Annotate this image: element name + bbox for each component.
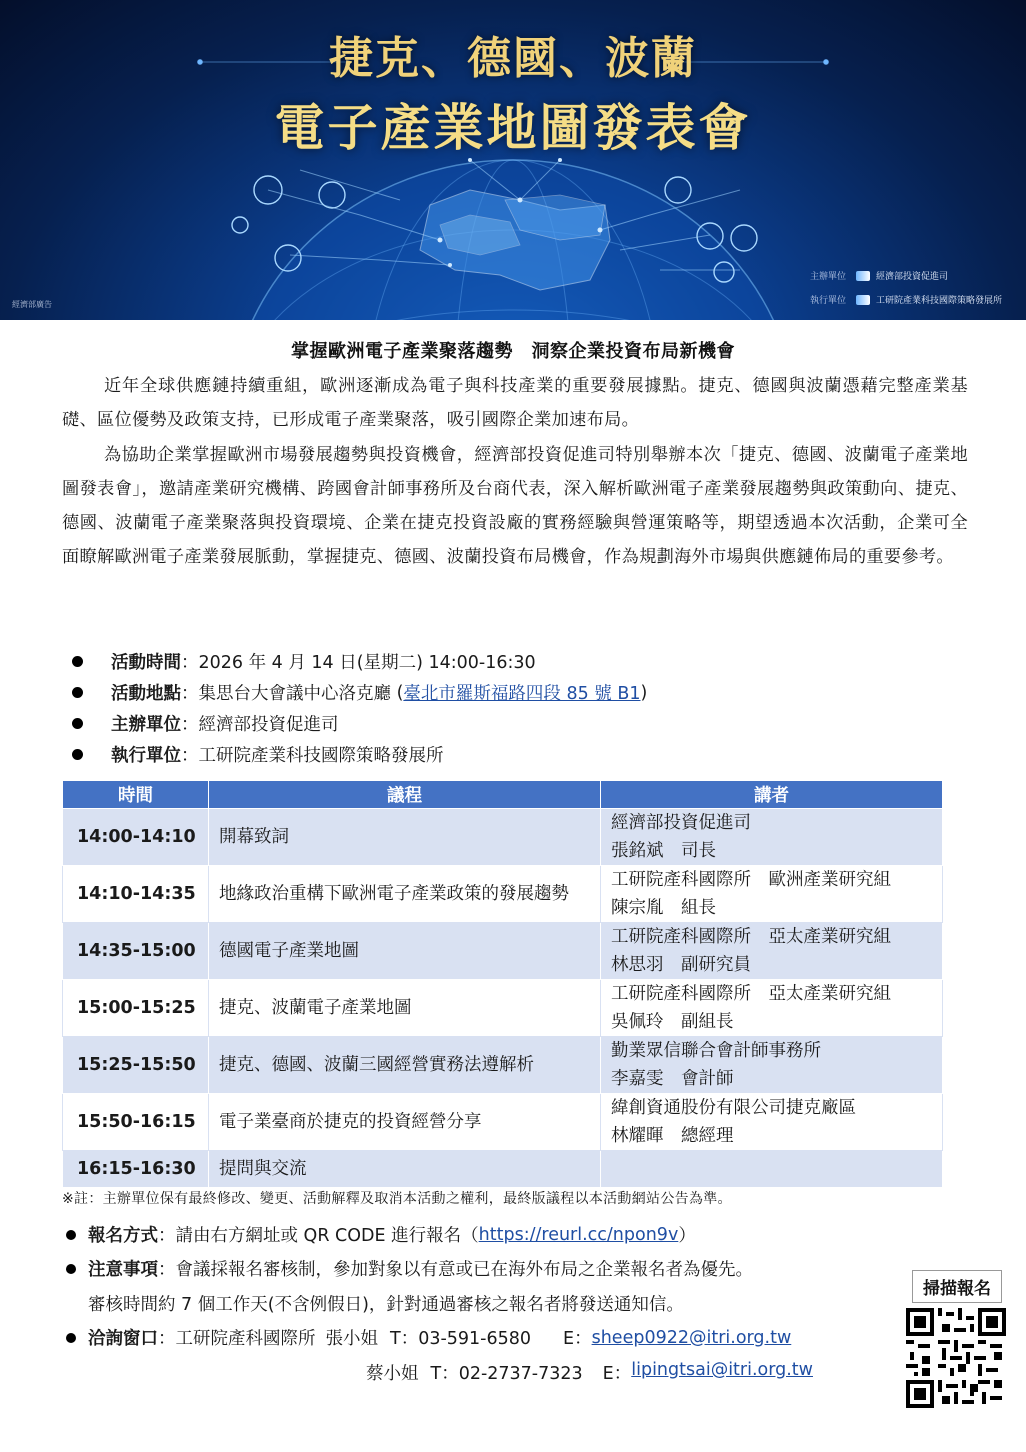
row-speaker: 工研院產科國際所 歐洲產業研究組 陳宗胤 組長 <box>601 866 943 923</box>
registration-info: 報名方式 ：請由右方網址或 QR CODE 進行報名（ https://reurl.cc/npon9v ） <box>62 1222 696 1247</box>
table-row <box>63 866 943 923</box>
row-topic: 地緣政治重構下歐洲電子產業政策的發展趨勢 <box>209 866 601 923</box>
organizer-row <box>810 269 1012 282</box>
bullet-icon <box>72 749 83 760</box>
notice-line-2: 審核時間約 7 個工作天(不含例假日)，針對通過審核之報名者將發送通知信。 <box>88 1295 684 1315</box>
row-speaker: 工研院產科國際所 亞太產業研究組 吳佩玲 副組長 <box>601 980 943 1037</box>
bullet-icon <box>72 656 83 667</box>
contact-email-1[interactable]: sheep0922@itri.org.tw <box>591 1327 792 1348</box>
organizer-name: 經濟部投資促進司 <box>876 272 949 282</box>
venue-address-link[interactable]: 臺北市羅斯福路四段 85 號 B1 <box>403 684 641 704</box>
notice-info: 注意事項 ：會議採報名審核制，參加對象以有意或已在海外布局之企業報名者為優先。 <box>62 1256 753 1281</box>
intro-paragraph-2: 為協助企業掌握歐洲市場發展趨勢與投資機會，經濟部投資促進司特別舉辦本次「捷克、德國、波蘭電子產業地圖發表會」，邀請產業研究機構、跨國會計師事務所及台商代表，深入解析歐洲電子產業發展趨勢與政策動向、捷克、德國、波蘭電子產業聚落與投資環境、企業在捷克投資設廠的實務經驗與營運策略等，期望透過本次活動，企業可全面瞭解歐洲電子產業發展脈動，掌握捷克、德國、波蘭投資布局機會，作為規劃海外市場與供應鏈佈局的重要參考。 <box>62 445 968 567</box>
registration-link[interactable]: https://reurl.cc/npon9v <box>478 1224 679 1245</box>
agenda-header-row <box>63 781 943 809</box>
bullet-icon <box>66 1264 76 1274</box>
executor-row <box>810 293 1012 306</box>
table-row <box>63 1037 943 1094</box>
bullet-icon <box>72 687 83 698</box>
row-speaker: 工研院產科國際所 亞太產業研究組 林思羽 副研究員 <box>601 923 943 980</box>
detail-venue: 活動地點 ：集思台大會議中心洛克廳 ( 臺北市羅斯福路四段 85 號 B1 ) <box>70 677 970 708</box>
agenda-table <box>62 780 943 1188</box>
detail-host: 主辦單位 ：經濟部投資促進司 <box>70 708 970 739</box>
bullet-icon <box>66 1230 76 1240</box>
row-time: 15:25-15:50 <box>63 1037 209 1094</box>
moea-logo-icon <box>856 271 870 281</box>
row-topic: 電子業臺商於捷克的投資經營分享 <box>209 1094 601 1151</box>
ad-note: 經濟部廣告 <box>12 300 52 309</box>
registration-qr-code[interactable] <box>906 1308 1006 1408</box>
table-row <box>63 923 943 980</box>
row-topic: 開幕致詞 <box>209 809 601 866</box>
qr-label: 掃描報名 <box>912 1270 1002 1303</box>
row-topic: 提問與交流 <box>209 1151 601 1188</box>
event-details <box>70 646 970 770</box>
row-speaker: 勤業眾信聯合會計師事務所 李嘉雯 會計師 <box>601 1037 943 1094</box>
banner-title-event: 電子產業地圖發表會 <box>274 99 752 157</box>
organizer-role: 主辦單位 <box>810 272 847 282</box>
header-speaker: 講者 <box>601 781 943 809</box>
intro-paragraph-1: 近年全球供應鏈持續重組，歐洲逐漸成為電子與科技產業的重要發展據點。捷克、德國與波蘭憑藉完整產業基礎、區位優勢及政策支持，已形成電子產業聚落，吸引國際企業加速布局。 <box>62 376 968 430</box>
executor-name: 工研院產業科技國際策略發展所 <box>876 296 1003 306</box>
header-topic: 議程 <box>209 781 601 809</box>
row-time: 16:15-16:30 <box>63 1151 209 1188</box>
table-row <box>63 1094 943 1151</box>
row-topic: 捷克、波蘭電子產業地圖 <box>209 980 601 1037</box>
itri-logo-icon <box>856 295 870 305</box>
row-speaker: 緯創資通股份有限公司捷克廠區 林耀暉 總經理 <box>601 1094 943 1151</box>
table-row <box>63 1151 943 1188</box>
bullet-icon <box>66 1333 76 1343</box>
row-speaker: 經濟部投資促進司 張銘斌 司長 <box>601 809 943 866</box>
detail-time: 活動時間 ：2026 年 4 月 14 日(星期二) 14:00-16:30 <box>70 646 970 677</box>
bullet-icon <box>72 718 83 729</box>
disclaimer-note: ※註：主辦單位保有最終修改、變更、活動解釋及取消本活動之權利，最終版議程以本活動網站公告為準。 <box>62 1191 732 1207</box>
table-row <box>63 980 943 1037</box>
contact-info: 洽詢窗口 ：工研院產科國際所 張小姐 T：03-591-6580 E： sheep0922@itri.org.tw <box>62 1325 791 1350</box>
row-speaker <box>601 1151 943 1188</box>
executor-role: 執行單位 <box>810 296 847 306</box>
event-banner <box>0 0 1026 320</box>
row-time: 14:35-15:00 <box>63 923 209 980</box>
row-time: 14:00-14:10 <box>63 809 209 866</box>
row-topic: 德國電子產業地圖 <box>209 923 601 980</box>
contact-line-2: 蔡小姐 T：02-2737-7323 E： lipingtsai@itri.org.tw <box>366 1360 813 1384</box>
row-topic: 捷克、德國、波蘭三國經營實務法遵解析 <box>209 1037 601 1094</box>
headline: 掌握歐洲電子產業聚落趨勢 洞察企業投資布局新機會 <box>291 341 735 362</box>
row-time: 15:00-15:25 <box>63 980 209 1037</box>
header-time: 時間 <box>63 781 209 809</box>
contact-email-2[interactable]: lipingtsai@itri.org.tw <box>631 1360 813 1380</box>
row-time: 15:50-16:15 <box>63 1094 209 1151</box>
banner-title-countries: 捷克、德國、波蘭 <box>329 33 697 84</box>
detail-executor: 執行單位 ：工研院產業科技國際策略發展所 <box>70 739 970 770</box>
row-time: 14:10-14:35 <box>63 866 209 923</box>
table-row <box>63 809 943 866</box>
